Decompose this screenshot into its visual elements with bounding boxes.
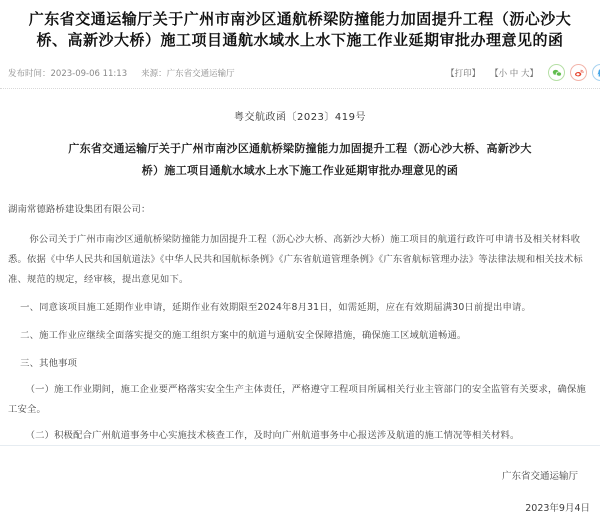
recipient: 湖南常德路桥建设集团有限公司： <box>8 203 590 217</box>
publish-time: 发布时间：2023-09-06 11:13 <box>8 69 127 79</box>
wechat-icon <box>552 68 562 78</box>
qq-icon <box>596 68 600 78</box>
source: 来源：广东省交通运输厅 <box>141 69 235 79</box>
page-title: 广东省交通运输厅关于广州市南沙区通航桥梁防撞能力加固提升工程（沥心沙大桥、高新沙大桥）施工项目通航水域水上水下施工作业延期审批办理意见的函 <box>0 0 600 51</box>
document-title: 广东省交通运输厅关于广州市南沙区通航桥梁防撞能力加固提升工程（沥心沙大桥、高新沙大桥）施工项目通航水域水上水下施工作业延期审批办理意见的函 <box>0 138 600 182</box>
share-buttons <box>548 64 600 81</box>
meta-actions <box>446 64 600 81</box>
item-3-sub-2: （二）积极配合广州航道事务中心实施技术核查工作，及时向广州航道事务中心报送涉及航道的施工情况等相关材料。 <box>8 426 590 446</box>
font-size-control[interactable]: 【小 中 大】 <box>490 67 538 79</box>
document-body <box>0 203 600 446</box>
signature-date: 2023年9月4日 <box>0 500 600 514</box>
item-3-sub-1: （一）施工作业期间，施工企业要严格落实安全生产主体责任，严格遵守工程项目所属相关行业主管部门的安全监管有关要求，确保施工安全。 <box>8 380 590 420</box>
meta-info <box>8 67 249 79</box>
signature: 广东省交通运输厅 <box>0 468 600 482</box>
meta-bar <box>0 64 600 89</box>
item-3-heading: 三、其他事项 <box>8 354 590 374</box>
weibo-share-button[interactable] <box>570 64 587 81</box>
weibo-icon <box>574 68 584 78</box>
print-button[interactable]: 【打印】 <box>446 67 480 79</box>
wechat-share-button[interactable] <box>548 64 565 81</box>
document-number: 粤交航政函〔2023〕419号 <box>0 108 600 123</box>
footer-divider <box>0 445 600 446</box>
item-1: 一、同意该项目施工延期作业申请，延期作业有效期限至2024年8月31日，如需延期，应在有效期届满30日前提出申请。 <box>8 298 590 318</box>
paragraph-intro: 你公司关于广州市南沙区通航桥梁防撞能力加固提升工程（沥心沙大桥、高新沙大桥）施工项目的航道行政许可申请书及相关材料收悉。依据《中华人民共和国航道法》《中华人民共和国航标条例》《广东省航道管理条例》《广东省航标管理办法》等法律法规和相关技术标准、规范的规定，经审核，提出意见如下。 <box>8 230 590 290</box>
qq-share-button[interactable] <box>592 64 600 81</box>
item-2: 二、施工作业应继续全面落实提交的施工组织方案中的航道与通航安全保障措施，确保施工区域航道畅通。 <box>8 326 590 346</box>
